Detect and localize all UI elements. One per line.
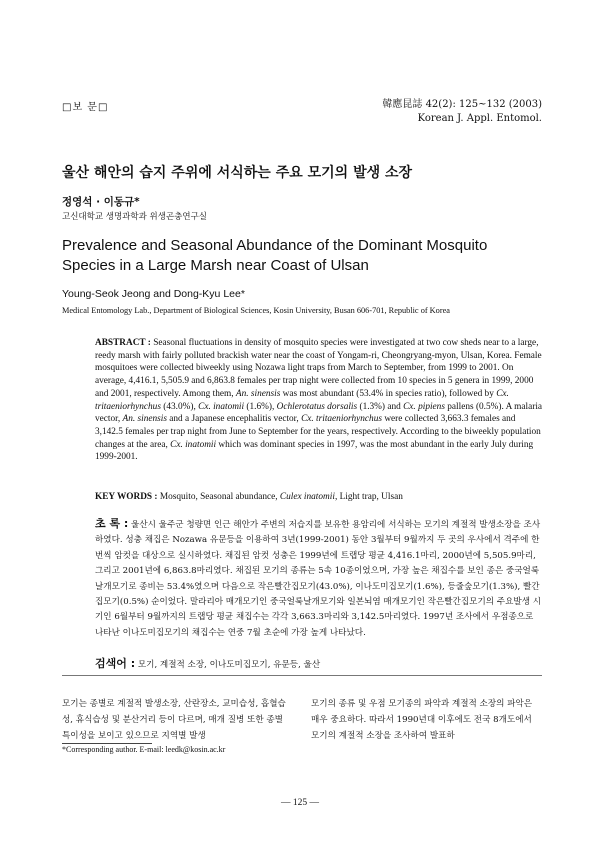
abstract-text: (1.6%), bbox=[246, 401, 275, 412]
species-name: Cx. tritaeniorhynchus bbox=[95, 388, 509, 412]
abstract-text: was most abundant (53.4% in species ratio), followed by bbox=[282, 388, 494, 399]
authors-korean: 정영석 · 이동규* bbox=[62, 196, 140, 208]
species-name: Cx. pipiens bbox=[403, 401, 445, 412]
keywords-italic: Culex inatomii bbox=[279, 492, 335, 502]
abstract bbox=[95, 337, 545, 464]
abstract-text: (1.3%) and bbox=[359, 401, 401, 412]
species-name: An. sinensis bbox=[122, 414, 167, 425]
authors-english: Young-Seok Jeong and Dong-Kyu Lee* bbox=[62, 288, 245, 300]
affiliation-korean: 고신대학교 생명과학과 위생곤충연구실 bbox=[62, 212, 207, 222]
title-korean: 울산 해안의 습지 주위에 서식하는 주요 모기의 발생 소장 bbox=[62, 165, 413, 181]
journal-citation bbox=[382, 98, 542, 126]
journal-line-ko: 韓應昆誌 42(2): 125~132 (2003) bbox=[382, 99, 542, 110]
section-divider bbox=[62, 675, 542, 676]
keywords-english bbox=[95, 491, 545, 503]
abstract-text: pallens (0.5%). A malaria vector, bbox=[95, 401, 543, 425]
keywords-korean bbox=[95, 655, 545, 671]
keywords-korean-label: 검색어 : bbox=[95, 657, 136, 670]
keywords-label: KEY WORDS : bbox=[95, 492, 158, 502]
abstract-text: which was dominant species in 1997, was the most abundant in the early July during 1999-2001. bbox=[95, 439, 534, 463]
footnote: *Corresponding author. E-mail: leedk@kosin.ac.kr bbox=[62, 745, 226, 754]
keywords-text: , Light trap, Ulsan bbox=[334, 492, 403, 502]
abstract-label: ABSTRACT : bbox=[95, 338, 151, 348]
journal-line-en: Korean J. Appl. Entomol. bbox=[417, 113, 542, 124]
page-number: — 125 — bbox=[281, 798, 319, 808]
abstract-text: (43.0%), bbox=[163, 401, 196, 412]
abstract-korean-label: 초 록 : bbox=[95, 517, 129, 530]
species-name: Cx. inatomii bbox=[170, 439, 217, 450]
abstract-korean bbox=[95, 516, 543, 641]
species-name: Ochlerotatus dorsalis bbox=[276, 401, 358, 412]
section-tag: □보 문□ bbox=[62, 102, 109, 113]
abstract-text: and a Japanese encephalitis vector, bbox=[169, 414, 299, 425]
body-column-right: 모기의 종류 및 우점 모기종의 파악과 계절적 소장의 파악은 매우 중요하다. 따라서 1990년대 이후에도 전국 8개도에서 모기의 계절적 소장을 조사하여 발표하 bbox=[311, 699, 533, 741]
title-english: Prevalence and Seasonal Abundance of the Dominant Mosquito Species in a Large Marsh near Coast of Ulsan bbox=[62, 237, 488, 274]
abstract-text: were collected 3,663.3 females and 3,142.5 females per trap night from June to September for the years, respectively. According to the biweekly population changes at the area, bbox=[95, 414, 541, 450]
keywords-text: Mosquito, Seasonal abundance, bbox=[159, 492, 278, 502]
species-name: An. sinensis bbox=[235, 388, 281, 399]
species-name: Cx. inatomii bbox=[198, 401, 245, 412]
abstract-korean-text: 울산시 울주군 청량면 인근 해안가 주변의 저습지를 보유한 용암리에 서식하는 모기의 계절적 발생소장을 조사하였다. 성충 채집은 Nozawa 유문등을 이용하여 3년(1999-2001) 동안 3월부터 9월까지 두 곳의 우사에서 격주에 한번씩 암컷을 대상으로 실시하였다. 채집된 암컷 성충은 1999년에 트랩당 평균 4,416.1마리, 2000년에 5,505.9마리, 그리고 2001년에 6,863.8마리였다. 채집된 모기의 종류는 5속 10종이었으며, 가장 높은 채집수를 보인 종은 중국얼룩날개모기로 종비는 53.4%였으며 다음으로 작은빨간집모기(43.0%), 이나도미집모기(1.6%), 등줄숲모기(1.3%), 빨간집모기(0.5%) 순이었다. 말라리아 매개모기인 중국얼룩날개모기와 일본뇌염 매개모기인 작은빨간집모기의 주요발생 시기인 6월부터 9월까지의 트랩당 평균 채집수는 각각 3,663.3마리와 3,142.5마리였다. 1997년 조사에서 우점종으로 나타난 이나도미집모기의 채집수는 연중 7월 초순에 가장 높게 나타났다. bbox=[95, 520, 542, 638]
body-column-left: 모기는 종별로 계절적 발생소장, 산란장소, 교미습성, 흡혈습성, 휴식습성 및 분산거리 등이 다르며, 매개 질병 또한 종별 특이성을 보이고 있으므로 지역별 발생 bbox=[62, 699, 286, 741]
affiliation-english: Medical Entomology Lab., Department of Biological Sciences, Kosin University, Busan 606-701, Republic of Korea bbox=[62, 306, 450, 315]
keywords-korean-text: 모기, 계절적 소장, 이나도미집모기, 유문등, 울산 bbox=[137, 660, 321, 670]
abstract-text: Seasonal fluctuations in density of mosquito species were investigated at two cow sheds near to a large, reedy marsh with fairly polluted brackish water near the coast of Yongam-ri, Cheongryang-myon, Ulsan, Korea. Female mosquitoes were collected biweekly using Nozawa light traps from March to September, from 1999 to 2001. On average, 4,416.1, 5,505.9 and 6,863.8 females per trap night were collected from 10 species in 5 genera in 1999, 2000 and 2001, respectively. Among them, bbox=[95, 338, 542, 399]
footnote-divider bbox=[62, 743, 152, 744]
species-name: Cx. tritaeniorhynchus bbox=[301, 414, 382, 425]
